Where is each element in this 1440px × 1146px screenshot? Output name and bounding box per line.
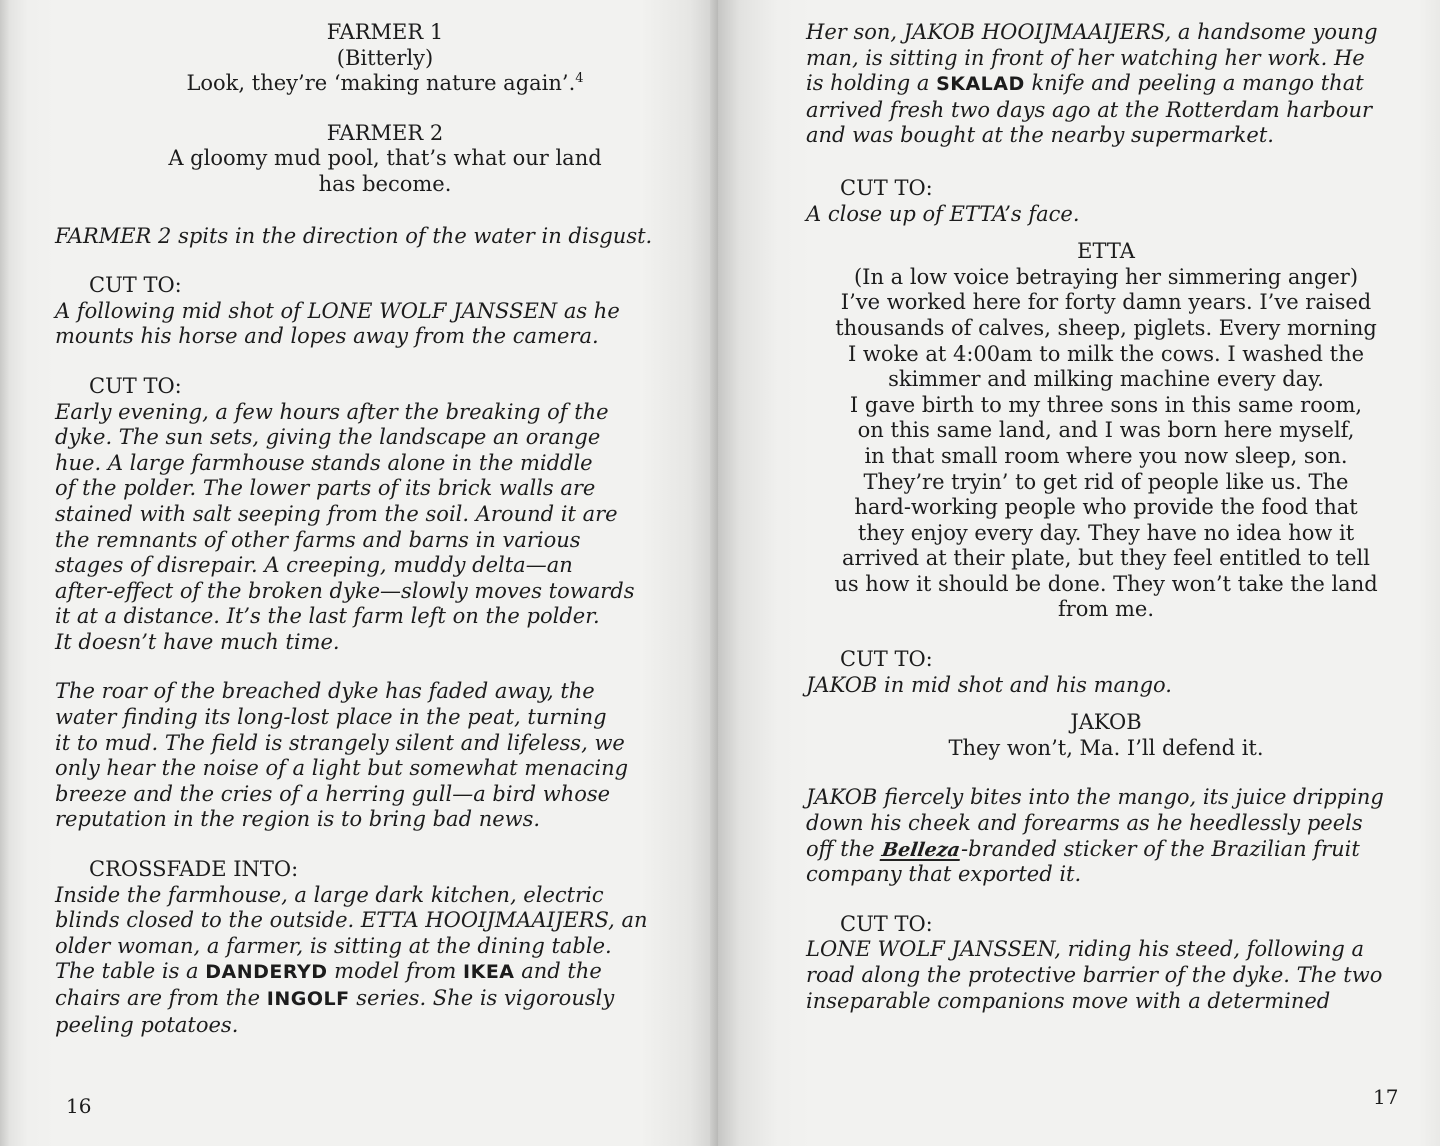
brand-ingolf: INGOLF xyxy=(266,988,350,1010)
dialogue-farmer2-line-1: A gloomy mud pool, that’s what our land xyxy=(168,146,602,171)
page-number-right: 17 xyxy=(1373,1085,1399,1109)
action-lone-wolf-line-2: mounts his horse and lopes away from the camera. xyxy=(55,324,599,349)
action-evening-line: after-effect of the broken dyke—slowly moves towards xyxy=(55,578,635,603)
etta-speech-line: on this same land, and I was born here myself, xyxy=(857,418,1355,443)
left-page xyxy=(0,0,718,1146)
action-jakob-mango: JAKOB in mid shot and his mango. xyxy=(806,672,1172,697)
action-roar-line: it to mud. The field is strangely silent and lifeless, we xyxy=(55,730,625,755)
action-evening-line: stages of disrepair. A creeping, muddy delta—an xyxy=(55,553,573,578)
action-kitchen-line-3: older woman, a farmer, is sitting at the dining table. xyxy=(55,933,612,958)
bite-text: -branded sticker of the Brazilian fruit xyxy=(961,836,1360,861)
character-farmer2: FARMER 2 xyxy=(326,120,444,145)
action-evening-line: it at a distance. It’s the last farm left on the polder. xyxy=(55,604,600,629)
right-page-text xyxy=(806,20,1406,1014)
action-evening-line: stained with salt seeping from the soil. Around it are xyxy=(55,501,618,526)
action-kitchen-line-6: peeling potatoes. xyxy=(55,1012,239,1037)
action-kitchen-line-1: Inside the farmhouse, a large dark kitchen, electric xyxy=(55,882,604,907)
dialogue-farmer2-line-2: has become. xyxy=(318,171,452,196)
action-bite-line-3 xyxy=(806,837,1406,863)
kitchen-text: model from xyxy=(327,959,464,984)
dialogue-jakob: They won’t, Ma. I’ll defend it. xyxy=(948,735,1264,760)
etta-speech-line: hard-working people who provide the food that xyxy=(854,495,1358,520)
action-lone-wolf-line: road along the protective barrier of the dyke. The two xyxy=(806,963,1383,987)
action-evening-line: the remnants of other farms and barns in various xyxy=(55,527,581,552)
parenthetical-bitterly: (Bitterly) xyxy=(336,45,434,70)
action-son-line-5: and was bought at the nearby supermarket. xyxy=(806,123,1274,148)
brand-ikea: IKEA xyxy=(463,961,515,984)
etta-speech-line: I’ve worked here for forty damn years. I’ve raised xyxy=(840,290,1372,315)
action-bite-line-2: down his cheek and forearms as he heedlessly peels xyxy=(806,811,1363,836)
transition-cut-to-2: CUT TO: xyxy=(840,647,933,672)
transition-cut-to-1: CUT TO: xyxy=(840,175,933,200)
action-spit: FARMER 2 spits in the direction of the water in disgust. xyxy=(55,223,653,248)
character-jakob: JAKOB xyxy=(1070,710,1142,735)
action-lone-wolf-line: LONE WOLF JANSSEN, riding his steed, following a xyxy=(806,937,1365,962)
action-evening-line: of the polder. The lower parts of its brick walls are xyxy=(55,476,596,501)
kitchen-text: and the xyxy=(514,959,602,984)
etta-speech-line: they enjoy every day. They have no idea how it xyxy=(857,520,1355,545)
kitchen-text: series. She is vigorously xyxy=(349,986,615,1010)
action-son-line-3 xyxy=(806,71,1406,98)
son-text: knife and peeling a mango that xyxy=(1024,71,1364,96)
etta-speech-line: us how it should be done. They won’t take the land xyxy=(834,571,1378,596)
etta-speech-line: from me. xyxy=(1057,597,1155,622)
action-lone-wolf-line: inseparable companions move with a determined xyxy=(806,988,1331,1013)
action-roar-line: only hear the noise of a light but somewhat menacing xyxy=(55,756,629,781)
transition-cut-to-3: CUT TO: xyxy=(840,911,933,936)
action-lone-wolf-line-1: A following mid shot of LONE WOLF JANSSEN as he xyxy=(55,298,620,323)
action-bite-line-1: JAKOB fiercely bites into the mango, its juice dripping xyxy=(806,785,1384,810)
etta-speech-line: I gave birth to my three sons in this same room, xyxy=(849,392,1363,417)
belleza-logo: Belleza xyxy=(880,838,962,861)
etta-speech-line: thousands of calves, sheep, piglets. Every morning xyxy=(835,315,1377,340)
action-son-line-1: Her son, JAKOB HOOIJMAAIJERS, a handsome young xyxy=(806,20,1378,44)
action-son-line-4: arrived fresh two days ago at the Rotterdam harbour xyxy=(806,97,1373,122)
etta-speech-line: arrived at their plate, but they feel entitled to tell xyxy=(842,546,1370,571)
right-page xyxy=(718,0,1440,1146)
action-roar-line: water finding its long-lost place in the peat, turning xyxy=(55,705,607,730)
action-bite-line-4: company that exported it. xyxy=(806,862,1082,887)
action-evening-line: dyke. The sun sets, giving the landscape an orange xyxy=(55,425,601,450)
action-roar-line: breeze and the cries of a herring gull—a bird whose xyxy=(55,781,611,806)
action-evening-line: Early evening, a few hours after the breaking of the xyxy=(55,399,609,424)
action-kitchen-line-2: blinds closed to the outside. ETTA HOOIJMAAIJERS, an xyxy=(55,908,648,933)
son-text: is holding a xyxy=(806,71,937,96)
action-evening-line: hue. A large farmhouse stands alone in the middle xyxy=(55,450,593,475)
action-son-line-2: man, is sitting in front of her watching her work. He xyxy=(806,45,1365,70)
transition-crossfade: CROSSFADE INTO: xyxy=(89,857,299,882)
action-close-up: A close up of ETTA’s face. xyxy=(806,201,1080,226)
kitchen-text: The table is a xyxy=(55,959,206,984)
brand-skalad: SKALAD xyxy=(936,73,1025,96)
action-evening-line: It doesn’t have much time. xyxy=(55,629,340,654)
brand-danderyd: DANDERYD xyxy=(205,961,328,984)
etta-speech-line: They’re tryin’ to get rid of people like us. The xyxy=(863,469,1349,494)
kitchen-text: chairs are from the xyxy=(55,986,267,1010)
etta-speech-line: in that small room where you now sleep, son. xyxy=(864,443,1348,468)
action-kitchen-line-5 xyxy=(55,986,655,1013)
dialogue-farmer1-text: Look, they’re ‘making nature again’. xyxy=(186,71,576,96)
action-kitchen-line-4 xyxy=(55,959,655,986)
dialogue-farmer1 xyxy=(55,71,655,97)
action-roar-line: The roar of the breached dyke has faded away, the xyxy=(55,679,595,704)
etta-speech-line: (In a low voice betraying her simmering anger) xyxy=(853,264,1359,289)
transition-cut-to-2: CUT TO: xyxy=(89,373,182,398)
character-farmer1: FARMER 1 xyxy=(326,20,444,44)
action-roar-line: reputation in the region is to bring bad news. xyxy=(55,807,541,832)
character-etta: ETTA xyxy=(1077,239,1135,264)
left-page-text xyxy=(55,20,655,1038)
bite-text: off the xyxy=(806,836,882,861)
etta-speech-line: I woke at 4:00am to milk the cows. I washed the xyxy=(847,341,1365,366)
footnote-marker: 4 xyxy=(575,71,584,87)
transition-cut-to-1: CUT TO: xyxy=(89,273,182,298)
page-number-left: 16 xyxy=(66,1094,92,1118)
etta-speech-line: skimmer and milking machine every day. xyxy=(888,367,1324,392)
